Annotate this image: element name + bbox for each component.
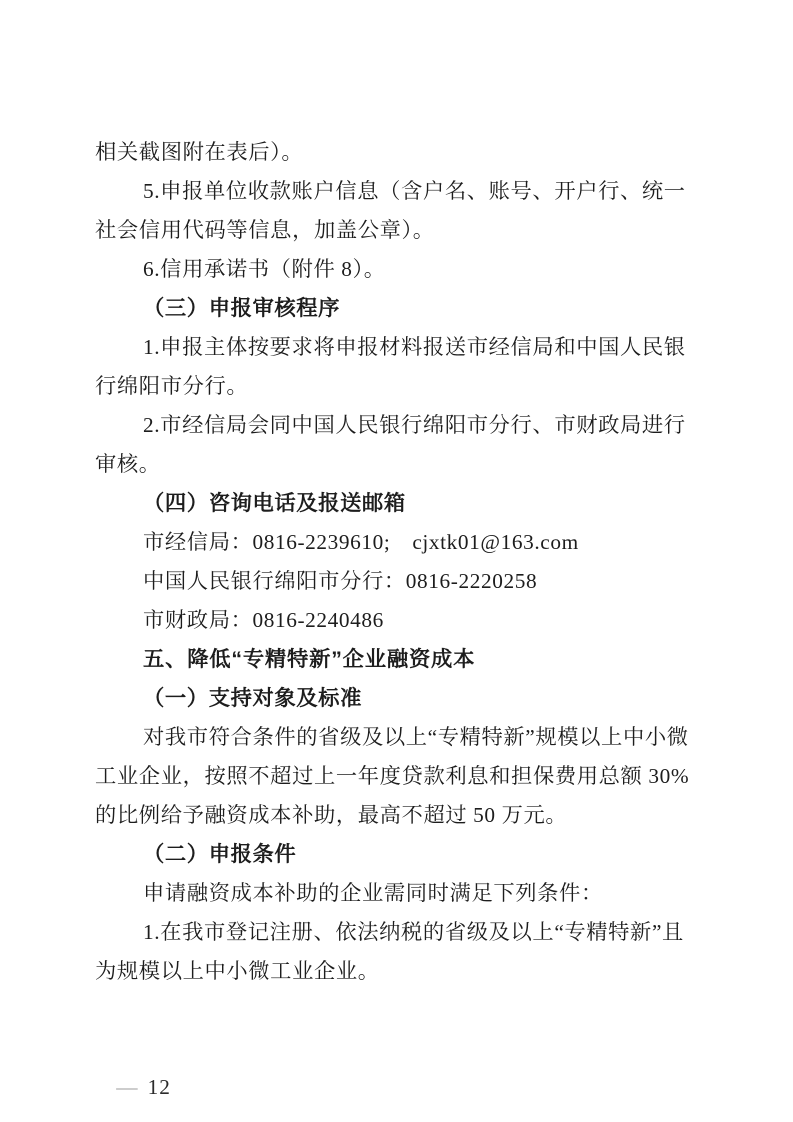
heading-section-4-contact <box>95 484 735 523</box>
section-heading: （三）申报审核程序 <box>143 296 341 320</box>
para-contact-pboc-mianyang <box>95 562 735 601</box>
text-line: 相关截图附在表后）。 <box>95 140 304 164</box>
text-line: 工业企业，按照不超过上一年度贷款利息和担保费用总额 30% <box>95 764 690 788</box>
text-line: 为规模以上中小微工业企业。 <box>95 959 380 983</box>
text-line: 中国人民银行绵阳市分行：0816-2220258 <box>143 569 538 593</box>
heading-section-3-review-procedure <box>95 289 735 328</box>
section-heading: （四）咨询电话及报送邮箱 <box>143 491 406 515</box>
page-footer <box>95 1029 171 1122</box>
heading-section-1-support-targets <box>95 679 735 718</box>
footer-dash: — <box>116 1075 138 1099</box>
page-number: 12 <box>147 1075 171 1099</box>
para-conditions-intro <box>95 874 735 913</box>
section-heading: 五、降低“专精特新”企业融资成本 <box>143 647 476 671</box>
para-support-standard <box>95 718 735 835</box>
para-item-6-credit-letter <box>95 250 735 289</box>
text-line: 行绵阳市分行。 <box>95 374 249 398</box>
text-line: 1.申报主体按要求将申报材料报送市经信局和中国人民银 <box>143 335 686 359</box>
text-line: 审核。 <box>95 452 161 476</box>
para-step-2-review <box>95 406 735 484</box>
text-line: 6.信用承诺书（附件 8）。 <box>143 257 386 281</box>
text-line: 对我市符合条件的省级及以上“专精特新”规模以上中小微 <box>143 725 689 749</box>
text-line: 市财政局：0816-2240486 <box>143 608 384 632</box>
para-contact-jingxinju <box>95 523 735 562</box>
text-line: 市经信局：0816-2239610; cjxtk01@163.com <box>143 530 579 554</box>
section-heading: （二）申报条件 <box>143 842 297 866</box>
para-step-1-submit <box>95 328 735 406</box>
text-line: 2.市经信局会同中国人民银行绵阳市分行、市财政局进行 <box>143 413 686 437</box>
para-condition-1 <box>95 913 735 991</box>
text-line: 1.在我市登记注册、依法纳税的省级及以上“专精特新”且 <box>143 920 684 944</box>
text-line: 的比例给予融资成本补助，最高不超过 50 万元。 <box>95 803 568 827</box>
text-line: 5.申报单位收款账户信息（含户名、账号、开户行、统一 <box>143 179 686 203</box>
heading-section-2-application-conditions <box>95 835 735 874</box>
text-line: 申请融资成本补助的企业需同时满足下列条件： <box>143 881 603 905</box>
para-contact-caizhengju <box>95 601 735 640</box>
document-text-block <box>95 133 735 991</box>
text-line: 社会信用代码等信息，加盖公章）。 <box>95 218 435 242</box>
para-item-5-account-info <box>95 172 735 250</box>
para-continuation-screenshots <box>95 133 735 172</box>
section-heading: （一）支持对象及标准 <box>143 686 362 710</box>
heading-part-5-financing-cost <box>95 640 735 679</box>
